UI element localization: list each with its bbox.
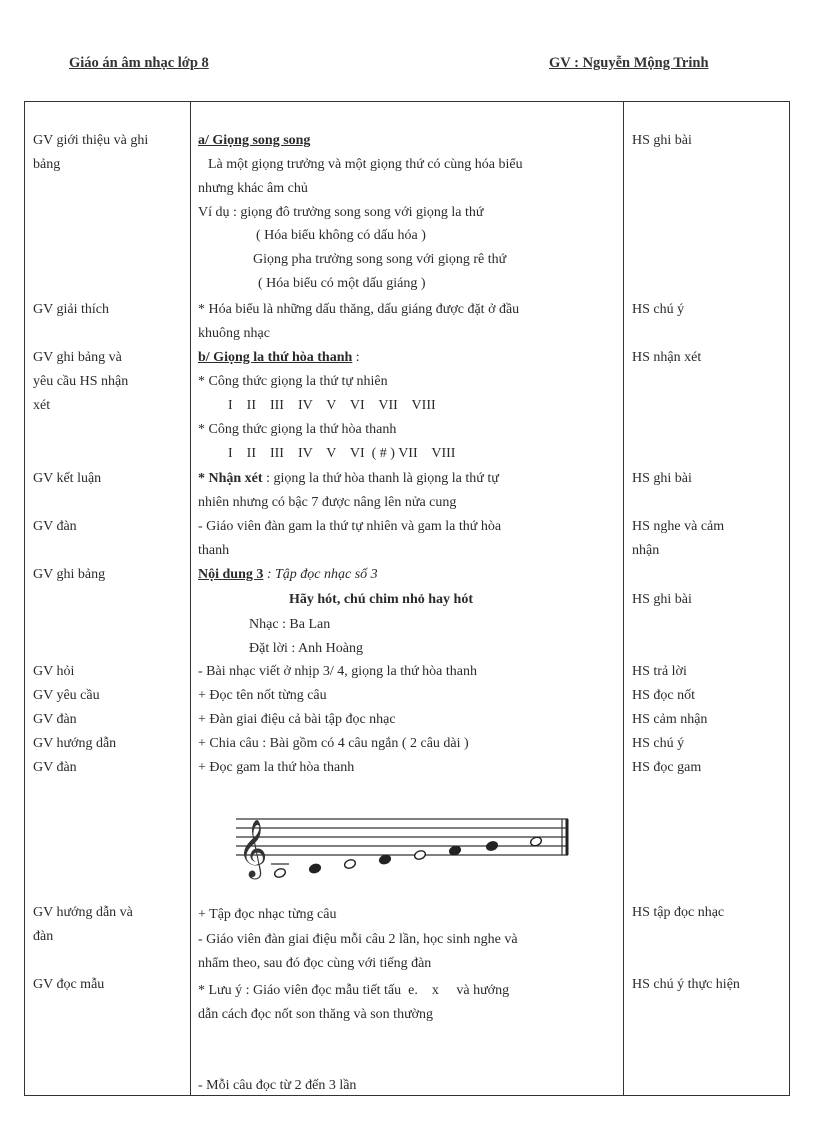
staff-svg bbox=[232, 805, 577, 900]
teacher-action: GV đàn bbox=[33, 712, 77, 727]
content-line: - Bài nhạc viết ở nhịp 3/ 4, giọng la thứ hòa thanh bbox=[198, 664, 477, 679]
teacher-action: đàn bbox=[33, 929, 54, 944]
content-line: khuông nhạc bbox=[198, 326, 270, 341]
student-action: HS chú ý bbox=[632, 736, 685, 751]
content-line: nhưng khác âm chủ bbox=[198, 181, 308, 196]
student-action: HS cảm nhận bbox=[632, 712, 708, 727]
content-line: thanh bbox=[198, 543, 230, 558]
content-line: * Công thức giọng la thứ tự nhiên bbox=[198, 374, 388, 389]
header-right-teacher: GV : Nguyễn Mộng Trinh bbox=[549, 55, 709, 71]
teacher-action: GV đàn bbox=[33, 760, 77, 775]
student-action: nhận bbox=[632, 543, 660, 558]
student-action: HS chú ý thực hiện bbox=[632, 977, 740, 992]
teacher-action: GV ghi bảng và bbox=[33, 350, 122, 365]
content-line: * Lưu ý : Giáo viên đọc mẫu tiết tấu e. x và hướng bbox=[198, 983, 510, 998]
teacher-action: GV giới thiệu và ghi bbox=[33, 133, 149, 148]
student-action: HS tập đọc nhạc bbox=[632, 905, 725, 920]
content-line: * Công thức giọng la thứ hòa thanh bbox=[198, 422, 397, 437]
teacher-action: GV hỏi bbox=[33, 664, 75, 679]
section-b-title: b/ Giọng la thứ hòa thanh : bbox=[198, 350, 360, 365]
student-action: HS chú ý bbox=[632, 302, 685, 317]
student-action: HS ghi bài bbox=[632, 592, 692, 607]
teacher-action: GV hướng dẫn và bbox=[33, 905, 133, 920]
note-head bbox=[343, 858, 356, 869]
content-line: dẫn cách đọc nốt son thăng và son thường bbox=[198, 1007, 434, 1022]
student-action: HS nhận xét bbox=[632, 350, 702, 365]
content-line: - Giáo viên đàn giai điệu mỗi câu 2 lần, học sinh nghe và bbox=[198, 932, 518, 947]
roman-numerals-natural: I II III IV V VI VII VIII bbox=[228, 398, 436, 413]
student-action: HS ghi bài bbox=[632, 133, 692, 148]
composer: Nhạc : Ba Lan bbox=[249, 617, 331, 632]
roman-numerals-harmonic: I II III IV V VI ( # ) VII VIII bbox=[228, 446, 456, 461]
song-title: Hãy hót, chú chim nhỏ hay hót bbox=[289, 592, 473, 607]
teacher-action: yêu cầu HS nhận bbox=[33, 374, 129, 389]
student-action: HS trả lời bbox=[632, 664, 687, 679]
content-line: - Giáo viên đàn gam la thứ tự nhiên và gam la thứ hòa bbox=[198, 519, 502, 534]
student-action: HS đọc gam bbox=[632, 760, 702, 775]
teacher-action: GV giải thích bbox=[33, 302, 109, 317]
teacher-action: xét bbox=[33, 398, 51, 413]
student-action: HS đọc nốt bbox=[632, 688, 695, 703]
student-action: HS ghi bài bbox=[632, 471, 692, 486]
content-line: ( Hóa biểu không có dấu hóa ) bbox=[256, 228, 426, 243]
content-line: Ví dụ : giọng đô trưởng song song với giọng la thứ bbox=[198, 205, 484, 220]
teacher-action: GV đàn bbox=[33, 519, 77, 534]
teacher-action: GV kết luận bbox=[33, 471, 102, 486]
teacher-action: GV ghi bảng bbox=[33, 567, 106, 582]
content-line: + Đàn giai điệu cả bài tập đọc nhạc bbox=[198, 712, 396, 727]
content-line: nhiên nhưng có bậc 7 được nâng lên nửa cung bbox=[198, 495, 457, 510]
note-head bbox=[485, 840, 498, 851]
section-a-title: a/ Giọng song song bbox=[198, 133, 311, 148]
student-action: HS nghe và cảm bbox=[632, 519, 725, 534]
content-line: nhẩm theo, sau đó đọc cùng với tiếng đàn bbox=[198, 956, 432, 971]
content-line: * Hóa biểu là những dấu thăng, dấu giáng được đặt ở đầu bbox=[198, 302, 520, 317]
content-line: + Chia câu : Bài gồm có 4 câu ngắn ( 2 câu dài ) bbox=[198, 736, 469, 751]
content-line: ( Hóa biểu có một dấu giáng ) bbox=[258, 276, 426, 291]
teacher-action: GV đọc mẫu bbox=[33, 977, 105, 992]
column-divider-1 bbox=[190, 101, 191, 1096]
teacher-action: GV yêu cầu bbox=[33, 688, 100, 703]
content-line: * Nhận xét : giọng la thứ hòa thanh là giọng la thứ tự bbox=[198, 471, 499, 486]
music-staff-scale bbox=[232, 805, 577, 900]
content-line: Là một giọng trưởng và một giọng thứ có cùng hóa biểu bbox=[208, 157, 523, 172]
teacher-action: GV hướng dẫn bbox=[33, 736, 117, 751]
note-head bbox=[308, 863, 321, 874]
content-line: + Đọc gam la thứ hòa thanh bbox=[198, 760, 355, 775]
note-head bbox=[413, 849, 426, 860]
note-head bbox=[273, 867, 286, 878]
content-line: + Đọc tên nốt từng câu bbox=[198, 688, 327, 703]
header-left-title: Giáo án âm nhạc lớp 8 bbox=[69, 55, 209, 71]
content-line: + Tập đọc nhạc từng câu bbox=[198, 907, 337, 922]
lyricist: Đặt lời : Anh Hoàng bbox=[249, 641, 363, 656]
content-line: - Mỗi câu đọc từ 2 đến 3 lần bbox=[198, 1078, 357, 1093]
teacher-action: bảng bbox=[33, 157, 61, 172]
column-divider-2 bbox=[623, 101, 624, 1096]
treble-clef-icon: 𝄞 bbox=[238, 819, 268, 877]
content-line: Giọng pha trưởng song song với giọng rê thứ bbox=[253, 252, 507, 267]
section-3-title: Nội dung 3 : Tập đọc nhạc số 3 bbox=[198, 567, 378, 582]
